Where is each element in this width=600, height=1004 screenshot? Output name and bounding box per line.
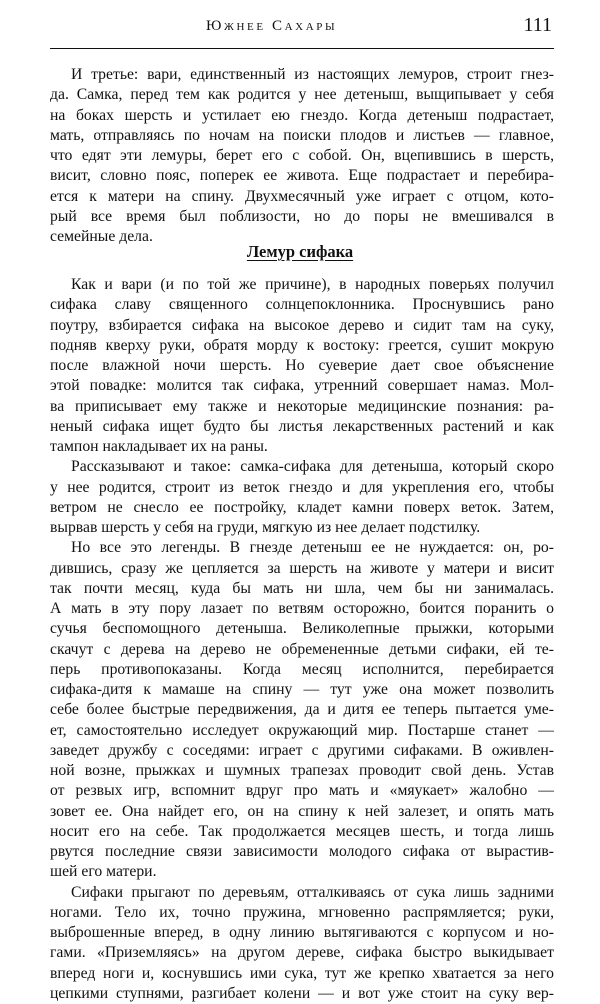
text-line: мать, отправляясь по ночам на поиски плодов и листьев — главное, bbox=[50, 126, 554, 144]
text-line: Рассказывают и такое: самка-сифака для детеныша, который скоро bbox=[71, 458, 554, 476]
text-line: да. Самка, перед тем как родится у нее детеныш, выщипывает у себя bbox=[50, 86, 554, 104]
text-line: от резвых игр, вспомнит вдруг про мать и «мяукает» жалобно — bbox=[50, 782, 554, 800]
text-line: И третье: вари, единственный из настоящих лемуров, строит гнез- bbox=[71, 66, 554, 83]
text-line: тампон накладывает их на раны. bbox=[50, 438, 268, 455]
intro-paragraph bbox=[50, 65, 554, 247]
text-line: перь противопоказаны. Когда месяц исполнится, перебирается bbox=[50, 660, 554, 678]
text-line: после влажной ночи шерсть. Но суеверие дает свое объяснение bbox=[50, 357, 554, 374]
text-line: подняв кверху руки, обратя морду к востоку: греется, сушит мокрую bbox=[50, 336, 554, 354]
text-line: скачут с дерева на дерево не обремененные детьми сифаки, ей те- bbox=[50, 640, 554, 658]
text-line: этой повадке: молится так сифака, утренний совершает намаз. Мол- bbox=[50, 377, 554, 395]
text-line: зовет ее. Она найдет его, он на спину к ней залезет, и опять мать bbox=[50, 802, 554, 820]
text-line: гами. «Приземляясь» на другом дереве, сифака быстро выкидывает bbox=[50, 944, 554, 962]
page-number: 111 bbox=[523, 14, 552, 36]
text-line: так почти месяц, куда бы мать ни шла, чем бы ни занималась. bbox=[50, 579, 554, 597]
text-line: дившись, сразу же цепляется за шерсть на животе у матери и висит bbox=[50, 559, 554, 577]
text-line: ной возне, прыжках и шумных трапезах проводит свой день. Устав bbox=[50, 762, 554, 779]
text-line: сифака славу священного солнцепоклонника. Проснувшись рано bbox=[50, 296, 554, 314]
text-line: Но все это легенды. В гнезде детеныш ее не нуждается: он, ро- bbox=[71, 539, 554, 557]
text-line: ногами. Тело их, точно пружина, мгновенно распрямляется; руки, bbox=[50, 903, 554, 921]
text-line: выброшенные вперед, в одну линию вытягиваются с корпусом и но- bbox=[50, 924, 554, 941]
text-line: заведет дружбу с соседями: играет с другими сифаками. В оживлен- bbox=[50, 741, 554, 759]
text-line: на боках шерсть и устилает ею гнездо. Когда детеныш подрастает, bbox=[50, 106, 554, 124]
text-line: вперед ноги и, коснувшись ими сука, тут же крепко хватается за него bbox=[50, 964, 554, 982]
text-line: ется к матери на спину. Двухмесячный уже играет с отцом, кото- bbox=[50, 187, 554, 205]
text-line: Сифаки прыгают по деревьям, отталкиваясь от сука лишь задними bbox=[71, 883, 554, 901]
page-header bbox=[0, 0, 600, 52]
text-line: себе более быстрые передвижения, да и дитя ее теперь пытается уме- bbox=[50, 701, 554, 719]
text-line: поутру, взбирается сифака на высокое дерево и сидит там на суку, bbox=[50, 316, 554, 334]
text-line: сифака-дитя к мамаше на спину — тут уже она может позволить bbox=[50, 681, 554, 698]
text-line: ет, самостоятельно исследует окружающий мир. Постарше станет — bbox=[50, 721, 554, 739]
text-line: ветром не снесло ее постройку, кладет камни поверх веток. Затем, bbox=[50, 498, 554, 516]
header-rule bbox=[50, 48, 554, 49]
section-title: Лемур сифака bbox=[246, 242, 354, 261]
text-line: А мать в эту пору лазает по ветвям осторожно, боится поранить о bbox=[50, 600, 554, 617]
text-line: шей его матери. bbox=[50, 863, 157, 881]
section-body bbox=[50, 275, 554, 1004]
running-title: Южнее Сахары bbox=[206, 18, 338, 34]
text-line: рвутся последние связи зависимости молодого сифака от вырастив- bbox=[50, 843, 554, 860]
text-line: неный сифака ищет будто бы листья лекарственных растений и как bbox=[50, 417, 554, 435]
text-line: Как и вари (и по той же причине), в народных поверьях получил bbox=[71, 276, 554, 293]
text-line: ва приписывает ему также и некоторые медицинские познания: ра- bbox=[50, 397, 554, 415]
text-line: носит его на себе. Так продолжается месяцев шесть, и тогда лишь bbox=[50, 822, 554, 840]
text-line: семейные дела. bbox=[50, 228, 153, 245]
text-line: вырвав шерсть у себя на груди, мягкую из нее делает подстилку. bbox=[50, 519, 481, 536]
text-line: цепкими ступнями, разгибает колени — и вот уже стоит на суку вер- bbox=[50, 984, 554, 1002]
text-line: висит, словно пояс, поперек ее живота. Еще подрастает и перебира- bbox=[50, 167, 554, 185]
text-line: рый все время был поблизости, но до поры не вмешивался в bbox=[50, 207, 554, 225]
text-line: у нее родится, строит из веток гнездо и для укрепления его, чтобы bbox=[50, 478, 554, 496]
text-line: что едят эти лемуры, берет его с собой. Он, вцепившись в шерсть, bbox=[50, 147, 554, 164]
text-line: сучья беспомощного детеныша. Великолепные прыжки, которыми bbox=[50, 620, 554, 638]
